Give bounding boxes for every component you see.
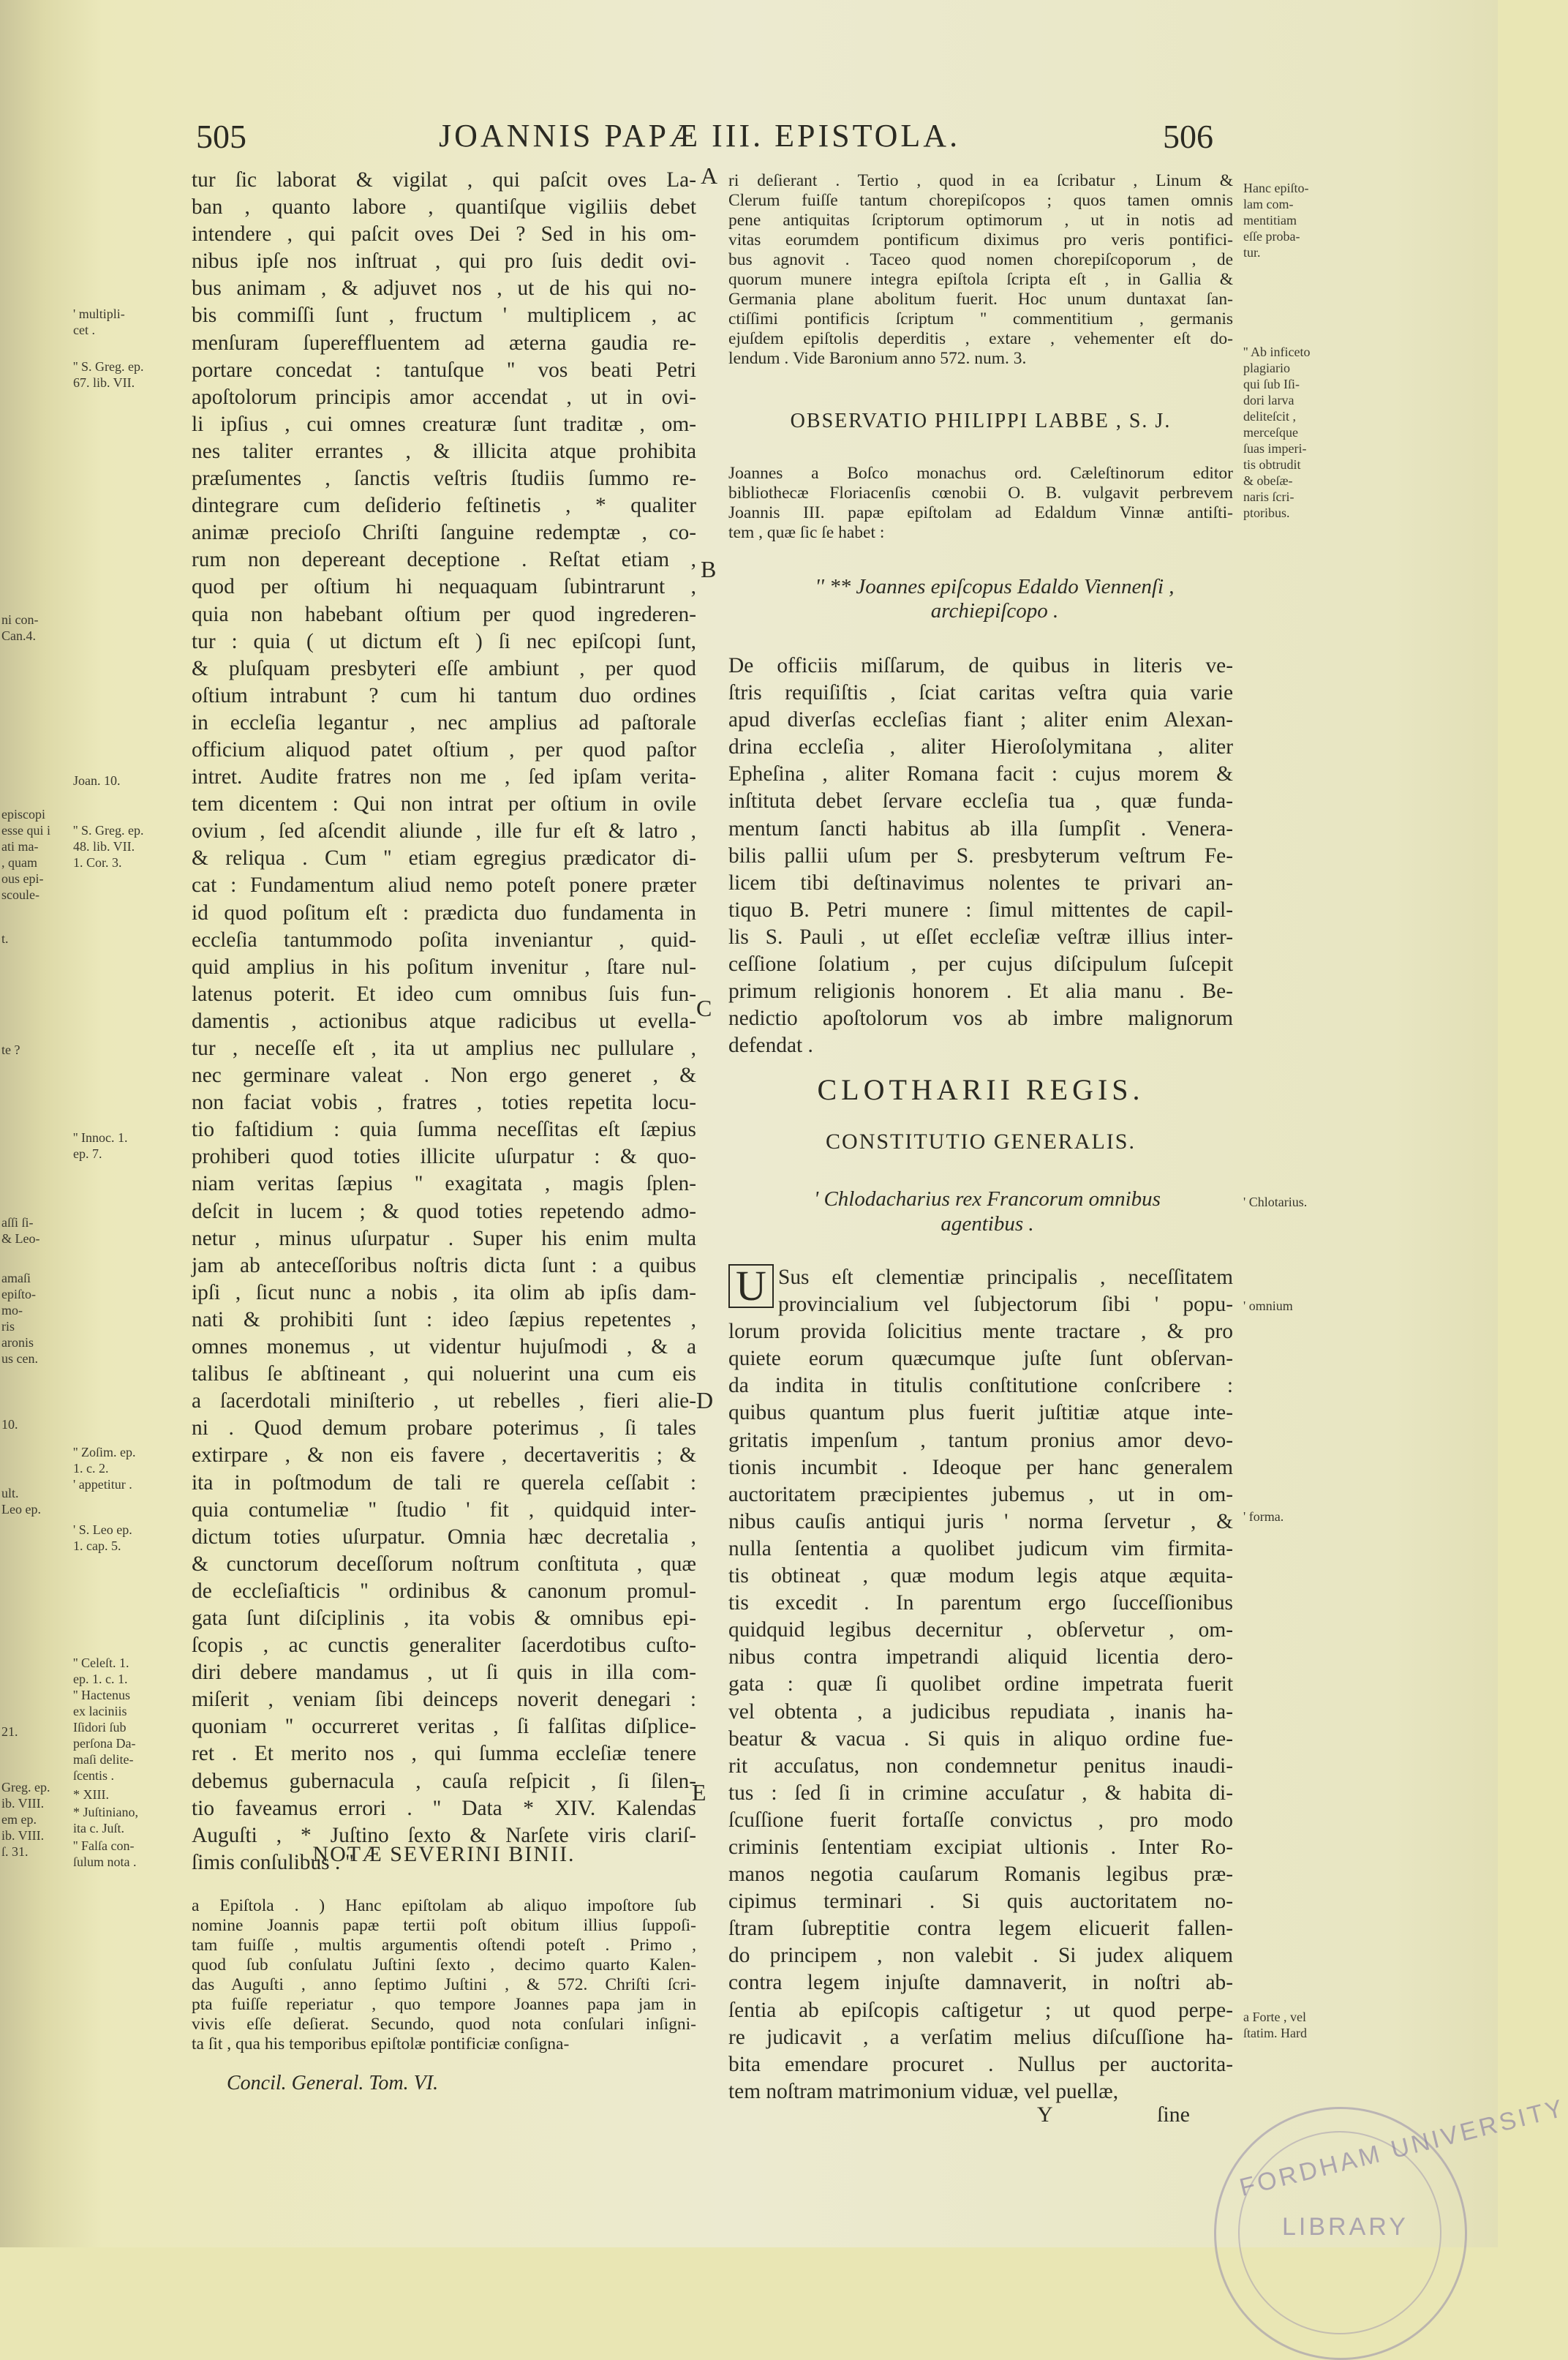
adjacent-page-fragment: t. — [1, 931, 9, 946]
text-line: netur , minus uſurpatur . Super his enim multa — [192, 1226, 696, 1250]
text-line: ovium , ſed aſcendit aliunde , ille fur eſt & latro , — [192, 819, 696, 843]
text-line: quia non habebant oſtium per quod ingrederen- — [192, 602, 696, 626]
margin-note: 1. Cor. 3. — [73, 855, 122, 870]
margin-note: 1. c. 2. — [73, 1461, 109, 1476]
adjacent-page-fragment: Greg. ep. — [1, 1780, 50, 1795]
margin-note: perſona Da- — [73, 1736, 136, 1751]
margin-note: mentitiam — [1243, 213, 1297, 228]
text-line: Epheſina , aliter Romana facit : cujus morem & — [728, 762, 1233, 786]
text-line: nati & prohibiti ſunt : ideo ſæpius repetentes , — [192, 1307, 696, 1331]
text-line: extirpare , & non eis favere , decertaveritis ; & — [192, 1443, 696, 1468]
text-line: miſerit , veniam ſibi deinceps noverit denegari : — [192, 1688, 696, 1712]
text-line: criminis ſententiam excipiat ultionis . Inter Ro- — [728, 1835, 1233, 1859]
margin-note: ' appetitur . — [73, 1477, 132, 1492]
catchword: ſine — [1157, 2102, 1190, 2127]
text-line: quod per oſtium hi nequaquam ſubintrarunt , — [192, 575, 696, 599]
stamp-text-top: FORDHAM UNIVERSITY — [1237, 2094, 1568, 2202]
adjacent-page-fragment: ris — [1, 1319, 15, 1334]
margin-note: a Forte , vel — [1243, 2010, 1306, 2024]
epistola-text — [728, 653, 1233, 1059]
margin-note: * XIII. — [73, 1787, 109, 1802]
margin-note: ep. 7. — [73, 1146, 102, 1161]
text-line: in eccleſia legantur , nec amplius ad paſtorale — [192, 710, 696, 734]
epistola-salutation — [761, 575, 1229, 623]
notes-severini-title: NOTÆ SEVERINI BINII. — [312, 1842, 576, 1866]
text-line: jam ab anteceſſoribus noſtris dicta ſunt : a quibus — [192, 1253, 696, 1277]
observatio-title: OBSERVATIO PHILIPPI LABBE , S. J. — [790, 410, 1172, 432]
text-line: prohiberi quod toties illicite uſurpatur : & quo- — [192, 1145, 696, 1169]
text-line: portare concedat : tantuſque '' vos beati Petri — [192, 358, 696, 382]
text-line: primum religionis honorem . Et alia manu . Be- — [728, 980, 1233, 1004]
text-line: ceſſione ſolatium , per cujus diſcipulum ſuſcepit — [728, 952, 1233, 977]
margin-note: tis obtrudit — [1243, 457, 1301, 472]
text-line: nulla ſententia a quolibet judicum vim firmita- — [728, 1536, 1233, 1560]
note-line: tem , quæ ſic ſe habet : — [728, 523, 885, 542]
text-line: bis commiſſi ſunt , fructum ' multiplicem , ac — [192, 304, 696, 328]
adjacent-page-fragment: ous epi- — [1, 871, 44, 886]
margin-note: Hanc epiſto- — [1243, 181, 1309, 195]
margin-note: ' S. Leo ep. — [73, 1522, 132, 1537]
signature-mark: Y — [1037, 2102, 1053, 2127]
text-line: ſtram ſubreptitie contra legem elicuerit fallen- — [728, 1917, 1233, 1941]
text-line: dictum toties uſurpatur. Omnia hæc decretalia , — [192, 1525, 696, 1549]
text-line: & pluſquam presbyteri eſſe ambiunt , per quod — [192, 656, 696, 680]
salutation-line-2: archiepiſcopo . — [930, 599, 1059, 623]
margin-note: '' S. Greg. ep. — [73, 359, 144, 374]
stamp-text-bottom: LIBRARY — [1282, 2213, 1409, 2241]
adjacent-page-fragment: epiſto- — [1, 1287, 36, 1301]
margin-note: qui ſub Iſi- — [1243, 377, 1300, 391]
text-line: deſcit in lucem ; & quod toties repetendo admo- — [192, 1199, 696, 1223]
adjacent-page-fragment: esse qui i — [1, 823, 50, 838]
adjacent-page-fragment: us cen. — [1, 1351, 38, 1366]
text-line: apud diverſas eccleſias fiant ; aliter enim Alexan- — [728, 708, 1233, 732]
text-line: nes taliter errantes , & illicita atque prohibita — [192, 439, 696, 463]
text-line: cipimus terminari . Si quis auctoritatem no- — [728, 1890, 1233, 1914]
text-line: damentis , actionibus atque radicibus ut evella- — [192, 1009, 696, 1033]
text-line: bilis pallii uſum per S. presbyterum veſtrum Fe- — [728, 843, 1233, 868]
text-line: provincialium vel ſubjectorum ſibi ' popu- — [778, 1293, 1233, 1317]
adjacent-page-fragment: em ep. — [1, 1812, 37, 1827]
text-line: ret . Et merito nos , qui ſumma eccleſiæ tenere — [192, 1742, 696, 1766]
margin-note: 67. lib. VII. — [73, 375, 135, 390]
drop-cap: U — [728, 1264, 774, 1308]
text-line: latenus poterit. Et ideo cum omnibus ſuis fun- — [192, 982, 696, 1006]
text-line: officium aliquod patet oſtium , per quod paſtor — [192, 737, 696, 762]
section-letter-e: E — [692, 1779, 706, 1805]
library-stamp — [1214, 2094, 1568, 2360]
text-line: tis excedit . In parentum ergo ſucceſſionibus — [728, 1591, 1233, 1615]
margin-note: dori larva — [1243, 393, 1294, 407]
right-page-number: 506 — [1163, 118, 1213, 155]
text-line: li ipſius , cui omnes creaturæ ſunt traditæ , om- — [192, 412, 696, 436]
note-line: bibliothecæ Floriacenſis cœnobii O. B. vulgavit perbrevem — [728, 484, 1233, 503]
text-line: tem noſtram matrimonium viduæ, vel puellæ, — [728, 2079, 1119, 2103]
note-line: Joannes a Boſco monachus ord. Cæleſtinorum editor — [728, 464, 1233, 483]
text-line: lis S. Pauli , ut eſſet eccleſiæ veſtræ illius inter- — [728, 925, 1233, 949]
margin-note: Joan. 10. — [73, 773, 121, 788]
text-line: cat : Fundamentum aliud nemo poteſt ponere præter — [192, 873, 696, 898]
text-line: animæ precioſo Chriſti ſanguine redemptæ , co- — [192, 521, 696, 545]
margin-note: '' Innoc. 1. — [73, 1130, 128, 1145]
text-line: ſentia ab epiſcopis caſtigetur ; ut quod perpe- — [728, 1998, 1233, 2022]
salutation-line-1: '' ** Joannes epiſcopus Edaldo Viennenſi , — [815, 575, 1175, 598]
text-line: & reliqua . Cum '' etiam egregius prædicator di- — [192, 846, 696, 871]
note-line: pene antiquitas ſcriptorum optimorum , ut in notis ad — [728, 211, 1233, 230]
text-line: nibus cauſis antiqui juris ' norma ſervetur , & — [728, 1509, 1233, 1533]
text-line: tur ſic laborat & vigilat , qui paſcit oves La- — [192, 168, 696, 192]
text-line: gata : quæ ſi quolibet ordine impetrata fuerit — [728, 1672, 1233, 1696]
margin-note: cet . — [73, 323, 95, 337]
adjacent-page-fragment: scoule- — [1, 887, 39, 902]
text-line: De officiis miſſarum, de quibus in literis ve- — [728, 654, 1233, 677]
margin-note: eſſe proba- — [1243, 229, 1300, 244]
text-line: defendat . — [728, 1034, 813, 1058]
constitutio-address — [761, 1187, 1214, 1236]
right-notes-continuation — [728, 171, 1233, 369]
margin-note: & obeſæ- — [1243, 473, 1293, 488]
text-line: licem tibi deſtinavimus nolentes te privari an- — [728, 871, 1233, 895]
adjacent-page-fragment: mo- — [1, 1303, 23, 1318]
text-line: quid amplius in his poſitum invenitur , ſtare nul- — [192, 955, 696, 979]
text-line: ſcuſſione fuerit fortaſſe convictus , pro modo — [728, 1808, 1233, 1832]
text-line: tem dicentem : Qui non intrat per oſtium in ovile — [192, 792, 696, 816]
note-line: bus agnovit . Taceo quod nomen chorepiſcoporum , de — [728, 250, 1233, 269]
text-line: nedictio apoſtolorum vos ab imbre malignorum — [728, 1007, 1233, 1031]
margin-note: lam com- — [1243, 197, 1294, 211]
text-line: quibus quantum plus fuerit juſtitiæ atque inte- — [728, 1401, 1233, 1425]
text-line: rit accuſatus, non condemnetur penitus inaudi- — [728, 1754, 1233, 1778]
text-line: ita in poſtmodum de tali re querela ceſſabit : — [192, 1470, 696, 1495]
text-line: quoniam '' occurreret veritas , ſi falſitas diſplice- — [192, 1715, 696, 1739]
text-line: vel obtenta , a judicibus repudiata , inanis ha- — [728, 1699, 1233, 1724]
margin-note: '' Zoſim. ep. — [73, 1445, 136, 1459]
adjacent-page-fragment: episcopi — [1, 807, 45, 822]
address-line-2: agentibus . — [941, 1212, 1034, 1236]
observatio-text — [728, 464, 1233, 543]
text-line: gata ſunt diſciplinis , ita vobis & omnibus epi- — [192, 1606, 696, 1630]
margin-note: 48. lib. VII. — [73, 839, 135, 854]
margin-note: deliteſcit , — [1243, 409, 1296, 424]
margin-note: ptoribus. — [1243, 506, 1290, 520]
adjacent-page-fragment: ult. — [1, 1486, 19, 1500]
text-line: tur , neceſſe eſt , ita ut amplius nec pullulare , — [192, 1037, 696, 1060]
address-line-1: ' Chlodacharius rex Francorum omnibus — [814, 1187, 1161, 1211]
volume-footer: Concil. General. Tom. VI. — [227, 2072, 439, 2094]
clotharii-title: CLOTHARII REGIS. — [817, 1073, 1145, 1106]
constitutio-subtitle: CONSTITUTIO GENERALIS. — [826, 1130, 1136, 1154]
margin-note: ex laciniis — [73, 1704, 127, 1718]
adjacent-page-fragment: & Leo- — [1, 1231, 40, 1246]
adjacent-page-fragment: ib. VIII. — [1, 1828, 45, 1843]
text-line: oſtium intrabunt ? cum hi tantum duo ordines — [192, 683, 696, 707]
text-line: dintegrare cum deſiderio feſtinetis , * qualiter — [192, 494, 696, 518]
adjacent-page-fragment: ſ. 31. — [1, 1844, 29, 1859]
text-line: tiquo B. Petri munere : ſimul mittentes de capil- — [728, 898, 1233, 922]
margin-note: Iſidori ſub — [73, 1720, 127, 1735]
text-line: tio faveamus errori . '' Data * XIV. Kalendas — [192, 1796, 696, 1820]
text-line: re judicavit , a verſatim melius diſcuſſione ha- — [728, 2025, 1233, 2049]
text-line: talibus ſe abſtineant , qui noluerint una cum eis — [192, 1362, 696, 1386]
text-line: niam veritas ſæpius '' exagitata , magis ſplen- — [192, 1172, 696, 1196]
note-line: vivis eſſe deſierat. Secundo, quod nota conſulari inſigni- — [192, 2015, 696, 2034]
text-line: tis obtineat , quæ modum legis atque æquita- — [728, 1564, 1233, 1588]
adjacent-page-fragment: ati ma- — [1, 839, 39, 854]
text-line: quia contumeliæ '' ſtudio ' fit , quidquid inter- — [192, 1497, 696, 1522]
note-line: ejuſdem epiſtolis deperditis , extare , vehementer eſt do- — [728, 329, 1233, 348]
margin-note: '' Hactenus — [73, 1688, 130, 1702]
text-line: intendere , qui paſcit oves Dei ? Sed in his om- — [192, 222, 696, 247]
text-line: debemus gubernacula , cauſa reſpicit , ſi ſilen- — [192, 1769, 696, 1793]
text-line: da indita in titulis conſtitutione conſcribere : — [728, 1374, 1233, 1398]
text-line: intret. Audite fratres non me , ſed ipſam verita- — [192, 765, 696, 789]
text-line: manos negotia cauſarum Romanis legibus præ- — [728, 1863, 1233, 1887]
text-line: nibus contra impetrandi aliquid licentia dero- — [728, 1645, 1233, 1669]
margin-note: 1. cap. 5. — [73, 1538, 121, 1553]
text-line: gritatis impenſum , tantum pronius amor devo- — [728, 1428, 1233, 1452]
margin-note: '' Ab inficeto — [1243, 345, 1311, 359]
note-line: a Epiſtola . ) Hanc epiſtolam ab aliquo impoſtore ſub — [192, 1896, 696, 1915]
note-line: ta ſit , qua his temporibus epiſtolæ pontificiæ conſigna- — [192, 2034, 570, 2053]
note-line: lendum . Vide Baronium anno 572. num. 3. — [728, 349, 1027, 368]
margin-note: ' multipli- — [73, 307, 125, 321]
adjacent-page-fragment: aſſi ſi- — [1, 1215, 34, 1230]
text-line: Sus eſt clementiæ principalis , neceſſitatem — [778, 1266, 1233, 1289]
margin-note: ' omnium — [1243, 1299, 1293, 1313]
margin-note: '' Celeſt. 1. — [73, 1656, 129, 1670]
note-line: tam fuiſſe , multis argumentis oſtendi poteſt . Primo , — [192, 1936, 696, 1955]
margin-note: ſtatim. Hard — [1243, 2026, 1307, 2040]
margin-note: ' forma. — [1243, 1509, 1284, 1524]
adjacent-page-fragment: Can.4. — [1, 628, 36, 643]
adjacent-page-fragment: ni con- — [1, 612, 39, 627]
text-line: præſumentes , ſanctis veſtris ſtudiis ſummo re- — [192, 467, 696, 491]
text-line: nibus ipſe nos inſtruat , qui pro ſuis dedit ovi- — [192, 249, 696, 274]
note-line: vitas eorumdem pontificum diximus pro veris pontifici- — [728, 230, 1233, 249]
section-letter-a: A — [701, 162, 718, 189]
page-header — [0, 117, 1498, 161]
margin-note: ſcentis . — [73, 1768, 114, 1783]
note-line: Germania plane abolitum fuerit. Hoc unum duntaxat ſan- — [728, 290, 1233, 309]
note-line: Clerum fuiſſe tantum chorepiſcopos ; quos tamen omnis — [728, 191, 1233, 210]
margin-note: ita c. Juſt. — [73, 1821, 124, 1835]
margin-note: ep. 1. c. 1. — [73, 1672, 128, 1686]
text-line: tur : quia ( ut dictum eſt ) ſi nec epiſcopi ſunt, — [192, 629, 696, 653]
note-line: pta fuiſſe reperiatur , quo tempore Joannes papa jam in — [192, 1995, 696, 2014]
note-line: Joannis III. papæ epiſtolam ad Edaldum Vinnæ antiſti- — [728, 503, 1233, 522]
text-line: de eccleſiaſticis '' ordinibus & canonum promul- — [192, 1579, 696, 1603]
text-line: id quod poſitum eſt : prædicta duo fundamenta in — [192, 901, 696, 925]
text-line: tus : ſed ſi in crimine accuſatur , & habita di- — [728, 1781, 1233, 1805]
adjacent-page-fragment: amaſi — [1, 1271, 31, 1285]
margin-note: * Juſtiniano, — [73, 1805, 138, 1819]
text-line: contra legem injuſte damnaverit, in noſtri ab- — [728, 1971, 1233, 1995]
note-line: ri deſierant . Tertio , quod in ea ſcribatur , Linum & — [728, 171, 1233, 190]
text-line: quidquid legibus decernitur , obſervetur , om- — [728, 1618, 1233, 1642]
adjacent-page-fragment: Leo ep. — [1, 1502, 41, 1517]
adjacent-page-fragment: ib. VIII. — [1, 1796, 45, 1811]
text-line: nec germinare valeat . Non ergo generet , & — [192, 1064, 696, 1088]
text-line: ſcopis , ac cunctis generaliter ſacerdotibus cuſto- — [192, 1634, 696, 1658]
margin-note: plagiario — [1243, 361, 1290, 375]
text-line: rum non depereant deceptione . Reſtat etiam , — [192, 548, 696, 572]
section-letter-c: C — [696, 995, 712, 1021]
margin-note: '' S. Greg. ep. — [73, 823, 144, 838]
note-line: nomine Joannis papæ tertii poſt obitum illius ſuppoſi- — [192, 1916, 696, 1935]
margin-note: merceſque — [1243, 425, 1298, 440]
note-line: quorum munere integra epiſtola ſcripta eſt , in Gallia & — [728, 270, 1233, 289]
text-line: omnes monemus , ut videntur hujuſmodi , & a — [192, 1335, 696, 1359]
running-title: JOANNIS PAPÆ III. EPISTOLA. — [439, 118, 961, 154]
text-line: mentum ſancti habitus ab illa ſumpſit . Venera- — [728, 816, 1233, 841]
margin-note: '' Falſa con- — [73, 1838, 135, 1853]
adjacent-page-fragment: te ? — [1, 1042, 20, 1057]
text-line: Auguſti , * Juſtino ſexto & Narſete viris clariſ- — [192, 1823, 696, 1847]
text-line: ipſi , ſicut nunc a nobis , ita olim ab ipſis dam- — [192, 1280, 696, 1304]
text-line: apoſtolorum principis amor accendat , ut in ovi- — [192, 385, 696, 409]
text-line: inſtituta debet ſervare eccleſia tua , quæ funda- — [728, 789, 1233, 813]
section-letter-d: D — [696, 1387, 714, 1413]
text-line: eccleſia tantummodo poſita inveniantur , quid- — [192, 928, 696, 952]
text-line: tionis incumbit . Ideoque per hanc generalem — [728, 1455, 1233, 1479]
text-line: bita emendare procuret . Nullus per auctorita- — [728, 2052, 1233, 2076]
text-line: do principem , non valebit . Si judex aliquem — [728, 1944, 1233, 1968]
text-line: ſtris requiſiſtis , ſciat caritas veſtra quia varie — [728, 681, 1233, 705]
text-line: lorum provida ſolicitius mente tractare , & pro — [728, 1320, 1233, 1344]
margin-note: ſuas imperi- — [1243, 441, 1307, 456]
margin-note: naris ſcri- — [1243, 489, 1294, 504]
text-line: diri debere mandamus , ut ſi quis in illa com- — [192, 1661, 696, 1685]
constitutio-text — [728, 1264, 1233, 2105]
text-line: auctoritatem præcipientes jubemus , ut in om- — [728, 1482, 1233, 1506]
text-line: tio faſtidium : quia ſumma neceſſitas eſt ſæpius — [192, 1118, 696, 1142]
notes-severini-text — [192, 1896, 696, 2054]
text-line: ban , quanto labore , quantiſque vigiliis debet — [192, 195, 696, 219]
adjacent-page-margin — [0, 0, 50, 2247]
margin-note: ſulum nota . — [73, 1854, 137, 1869]
text-line: quiete eorum quæcumque juſte ſunt obſervan- — [728, 1347, 1233, 1371]
adjacent-page-fragment: 21. — [1, 1724, 18, 1739]
text-line: ſimis conſulibus . '' — [192, 1850, 354, 1874]
text-line: bus animam , & adjuvet nos , ut de his qui no- — [192, 277, 696, 301]
text-line: & cunctorum deceſſorum noſtrum conſtituta , quæ — [192, 1552, 696, 1576]
adjacent-page-fragment: 10. — [1, 1417, 18, 1432]
text-line: a ſacerdotali miniſterio , ut rebelles , fieri alie- — [192, 1389, 696, 1413]
text-line: non faciat vobis , fratres , toties repetita locu- — [192, 1091, 696, 1115]
margin-note: maſi delite- — [73, 1752, 134, 1767]
text-line: ni . Quod demum probare poterimus , ſi tales — [192, 1416, 696, 1440]
text-line: drina eccleſia , aliter Hieroſolymitana , aliter — [728, 735, 1233, 759]
text-line: menſuram ſupereffluentem ad æterna gaudia re- — [192, 331, 696, 355]
margin-note: tur. — [1243, 245, 1261, 260]
note-line: quod ſub conſulatu Juſtini ſexto , decimo quarto Kalen- — [192, 1955, 696, 1974]
note-line: ctiſſimi pontificis ſcriptum '' commentitium , germanis — [728, 309, 1233, 328]
adjacent-page-fragment: , quam — [1, 855, 37, 870]
left-column-text — [192, 167, 696, 1876]
section-letter-b: B — [701, 556, 717, 582]
left-page-number: 505 — [196, 118, 246, 155]
adjacent-page-fragment: aronis — [1, 1335, 34, 1350]
note-line: das Auguſti , anno ſeptimo Juſtini , & 572. Chriſti ſcri- — [192, 1975, 696, 1994]
text-line: beatur & vacua . Si quis in aliquo ordine fue- — [728, 1726, 1233, 1751]
margin-note: ' Chlotarius. — [1243, 1195, 1308, 1209]
